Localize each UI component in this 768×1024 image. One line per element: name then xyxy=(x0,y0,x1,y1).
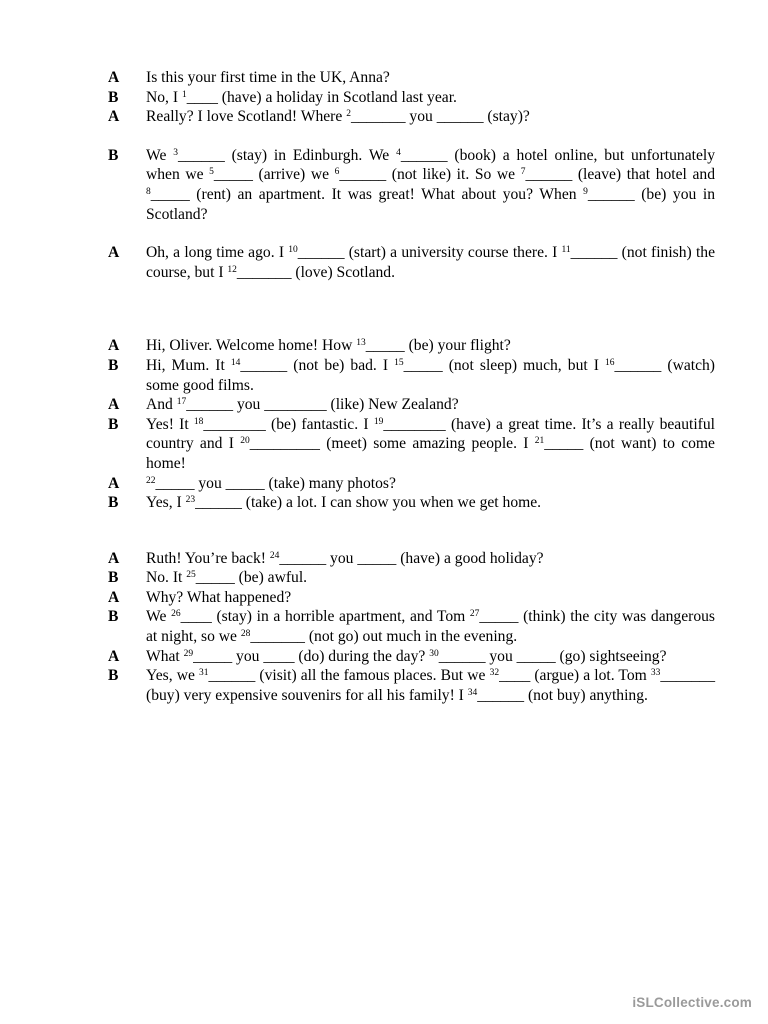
text-segment: _______ (not go) out much in the evening. xyxy=(250,628,518,646)
text-segment: ______ you _____ (have) a good holiday? xyxy=(279,549,544,567)
text-segment: Is this your first time in the UK, Anna? xyxy=(146,69,390,86)
gap-number: 15 xyxy=(394,357,404,368)
speaker-label: B xyxy=(108,415,119,433)
line-text xyxy=(146,493,715,513)
text-segment: Ruth! You’re back! xyxy=(146,549,270,567)
dialogue-3 xyxy=(108,549,715,706)
gap-number: 27 xyxy=(469,609,480,620)
text-segment: ________ (be) fantastic. I xyxy=(203,415,374,433)
gap-number: 24 xyxy=(269,550,280,561)
text-segment: _____ (not want) to come home! xyxy=(146,435,715,472)
text-segment: Yes! It xyxy=(146,415,194,433)
text-segment: We xyxy=(146,146,174,164)
dialogue-line xyxy=(108,549,715,569)
watermark: iSLCollective.com xyxy=(632,995,752,1010)
gap-number: 1 xyxy=(181,89,187,100)
speaker-label: A xyxy=(108,69,120,86)
gap-number: 29 xyxy=(183,648,194,659)
dialogue-line xyxy=(108,415,715,474)
text-segment: ______ (not buy) anything. xyxy=(477,686,648,704)
dialogue-line xyxy=(108,474,715,494)
gap-number: 26 xyxy=(171,609,181,620)
text-segment: _____ (think) the city was dangerous at night, so we xyxy=(146,608,715,646)
text-segment: Oh, a long time ago. I xyxy=(146,244,289,262)
text-segment: ______ (book) a hotel online, but unfortunately when we xyxy=(146,146,716,184)
gap-number: 17 xyxy=(176,396,187,407)
worksheet-body xyxy=(108,68,715,705)
line-text xyxy=(146,666,715,705)
speaker-label: B xyxy=(108,608,119,626)
speaker-label: B xyxy=(108,356,119,374)
text-segment: We xyxy=(146,608,172,626)
speaker-label: A xyxy=(108,474,120,492)
dialogue-line xyxy=(108,336,715,356)
text-segment: ______ (take) a lot. I can show you when we get home. xyxy=(195,494,542,512)
line-text xyxy=(146,549,715,569)
text-segment: ______ (be) you in Scotland? xyxy=(146,185,715,223)
text-segment: ______ (watch) some good films. xyxy=(146,356,715,394)
speaker-label: A xyxy=(108,647,120,665)
speaker-label: B xyxy=(108,88,119,106)
gap-number: 2 xyxy=(346,108,351,119)
speaker-label: B xyxy=(108,667,119,685)
line-text xyxy=(146,146,715,224)
text-segment: _____ (be) your flight? xyxy=(365,337,511,355)
dialogue-line xyxy=(108,68,715,88)
text-segment: ______ (stay) in Edinburgh. We xyxy=(177,146,397,164)
gap-number: 4 xyxy=(396,147,401,158)
text-segment: _____ (not sleep) much, but I xyxy=(403,356,606,374)
text-segment: _____ (arrive) we xyxy=(213,166,335,184)
text-segment: No. It xyxy=(146,569,187,587)
line-text xyxy=(146,68,715,88)
text-segment: ____ (have) a holiday in Scotland last year. xyxy=(186,88,457,106)
gap-number: 22 xyxy=(146,475,156,486)
text-segment: ______ (visit) all the famous places. But we xyxy=(208,667,490,685)
text-segment: Yes, I xyxy=(146,494,186,512)
text-segment: ____ (stay) in a horrible apartment, and Tom xyxy=(180,608,470,626)
text-segment: _______ (buy) very expensive souvenirs for all his family! I xyxy=(146,667,715,704)
gap-number: 14 xyxy=(230,357,241,368)
gap-number: 33 xyxy=(650,668,661,679)
gap-number: 6 xyxy=(334,167,340,178)
text-segment: _______ you ______ (stay)? xyxy=(350,108,530,126)
text-segment: What xyxy=(146,647,184,665)
gap-number: 19 xyxy=(373,416,384,427)
text-segment: And xyxy=(146,396,177,414)
gap-number: 11 xyxy=(561,244,571,255)
text-segment: ______ (leave) that hotel and xyxy=(525,166,715,184)
dialogue-2 xyxy=(108,336,715,512)
dialogue-line xyxy=(108,568,715,588)
dialogue-line xyxy=(108,356,715,395)
dialogue-line xyxy=(108,395,715,415)
line-text xyxy=(146,568,715,588)
text-segment: ____ (argue) a lot. Tom xyxy=(499,667,651,685)
text-segment: Really? I love Scotland! Where xyxy=(146,108,347,126)
line-text xyxy=(146,474,715,494)
gap-number: 34 xyxy=(467,687,478,698)
line-text xyxy=(146,647,715,667)
dialogue-line xyxy=(108,647,715,667)
gap-number: 8 xyxy=(146,186,151,197)
gap-number: 9 xyxy=(583,186,588,197)
text-segment: Yes, we xyxy=(146,667,199,685)
dialogue-line xyxy=(108,107,715,127)
gap-number: 30 xyxy=(429,648,439,659)
text-segment: ______ you ________ (like) New Zealand? xyxy=(186,396,459,414)
text-segment: _____ (rent) an apartment. It was great! What about you? When xyxy=(150,185,584,203)
dialogue-line xyxy=(108,88,715,108)
gap-number: 5 xyxy=(209,167,214,178)
speaker-label: B xyxy=(108,146,119,164)
speaker-label: A xyxy=(108,588,120,606)
speaker-label: A xyxy=(108,396,120,414)
gap-number: 16 xyxy=(605,357,615,368)
line-text xyxy=(146,243,715,282)
text-segment: _________ (meet) some amazing people. I xyxy=(249,435,535,453)
dialogue-line xyxy=(108,607,715,646)
text-segment: _____ you ____ (do) during the day? xyxy=(193,647,430,665)
gap-number: 3 xyxy=(173,147,178,158)
gap-number: 32 xyxy=(489,668,500,679)
line-text xyxy=(146,588,715,608)
gap-number: 10 xyxy=(288,244,298,255)
text-segment: ______ you _____ (go) sightseeing? xyxy=(438,647,667,665)
text-segment: ______ (not be) bad. I xyxy=(240,356,395,374)
speaker-label: A xyxy=(108,108,120,126)
line-spacer xyxy=(108,127,715,146)
line-text xyxy=(146,356,715,395)
gap-number: 18 xyxy=(193,416,204,427)
gap-number: 7 xyxy=(520,167,526,178)
text-segment: Hi, Oliver. Welcome home! How xyxy=(146,337,357,355)
text-segment: ______ (not like) it. So we xyxy=(339,166,521,184)
text-segment: _____ (be) awful. xyxy=(195,569,308,587)
line-text xyxy=(146,88,715,108)
speaker-label: A xyxy=(108,549,120,567)
gap-number: 20 xyxy=(240,436,250,447)
section-spacer xyxy=(108,282,715,336)
text-segment: _______ (love) Scotland. xyxy=(236,263,395,281)
section-spacer xyxy=(108,513,715,549)
dialogue-line xyxy=(108,588,715,608)
gap-number: 31 xyxy=(199,668,209,679)
speaker-label: A xyxy=(108,244,120,262)
text-segment: ________ (have) a great time. It’s a really beautiful country and I xyxy=(146,415,716,453)
line-text xyxy=(146,415,715,474)
line-text xyxy=(146,336,715,356)
dialogue-line xyxy=(108,493,715,513)
speaker-label: A xyxy=(108,337,120,355)
line-text xyxy=(146,395,715,415)
speaker-label: B xyxy=(108,569,119,587)
gap-number: 28 xyxy=(240,628,251,639)
text-segment: _____ you _____ (take) many photos? xyxy=(155,474,396,492)
gap-number: 13 xyxy=(356,338,366,349)
text-segment: Hi, Mum. It xyxy=(146,356,231,374)
line-text xyxy=(146,607,715,646)
dialogue-1 xyxy=(108,68,715,282)
line-text xyxy=(146,107,715,127)
gap-number: 25 xyxy=(186,570,196,581)
gap-number: 23 xyxy=(185,494,196,505)
text-segment: ______ (not finish) the course, but I xyxy=(146,244,715,281)
gap-number: 21 xyxy=(534,436,545,447)
speaker-label: B xyxy=(108,494,119,512)
dialogue-line xyxy=(108,243,715,282)
gap-number: 12 xyxy=(227,264,237,275)
text-segment: Why? What happened? xyxy=(146,588,292,606)
line-spacer xyxy=(108,224,715,243)
text-segment: No, I xyxy=(146,88,182,106)
dialogue-line xyxy=(108,666,715,705)
text-segment: ______ (start) a university course there. I xyxy=(297,244,562,262)
dialogue-line xyxy=(108,146,715,224)
